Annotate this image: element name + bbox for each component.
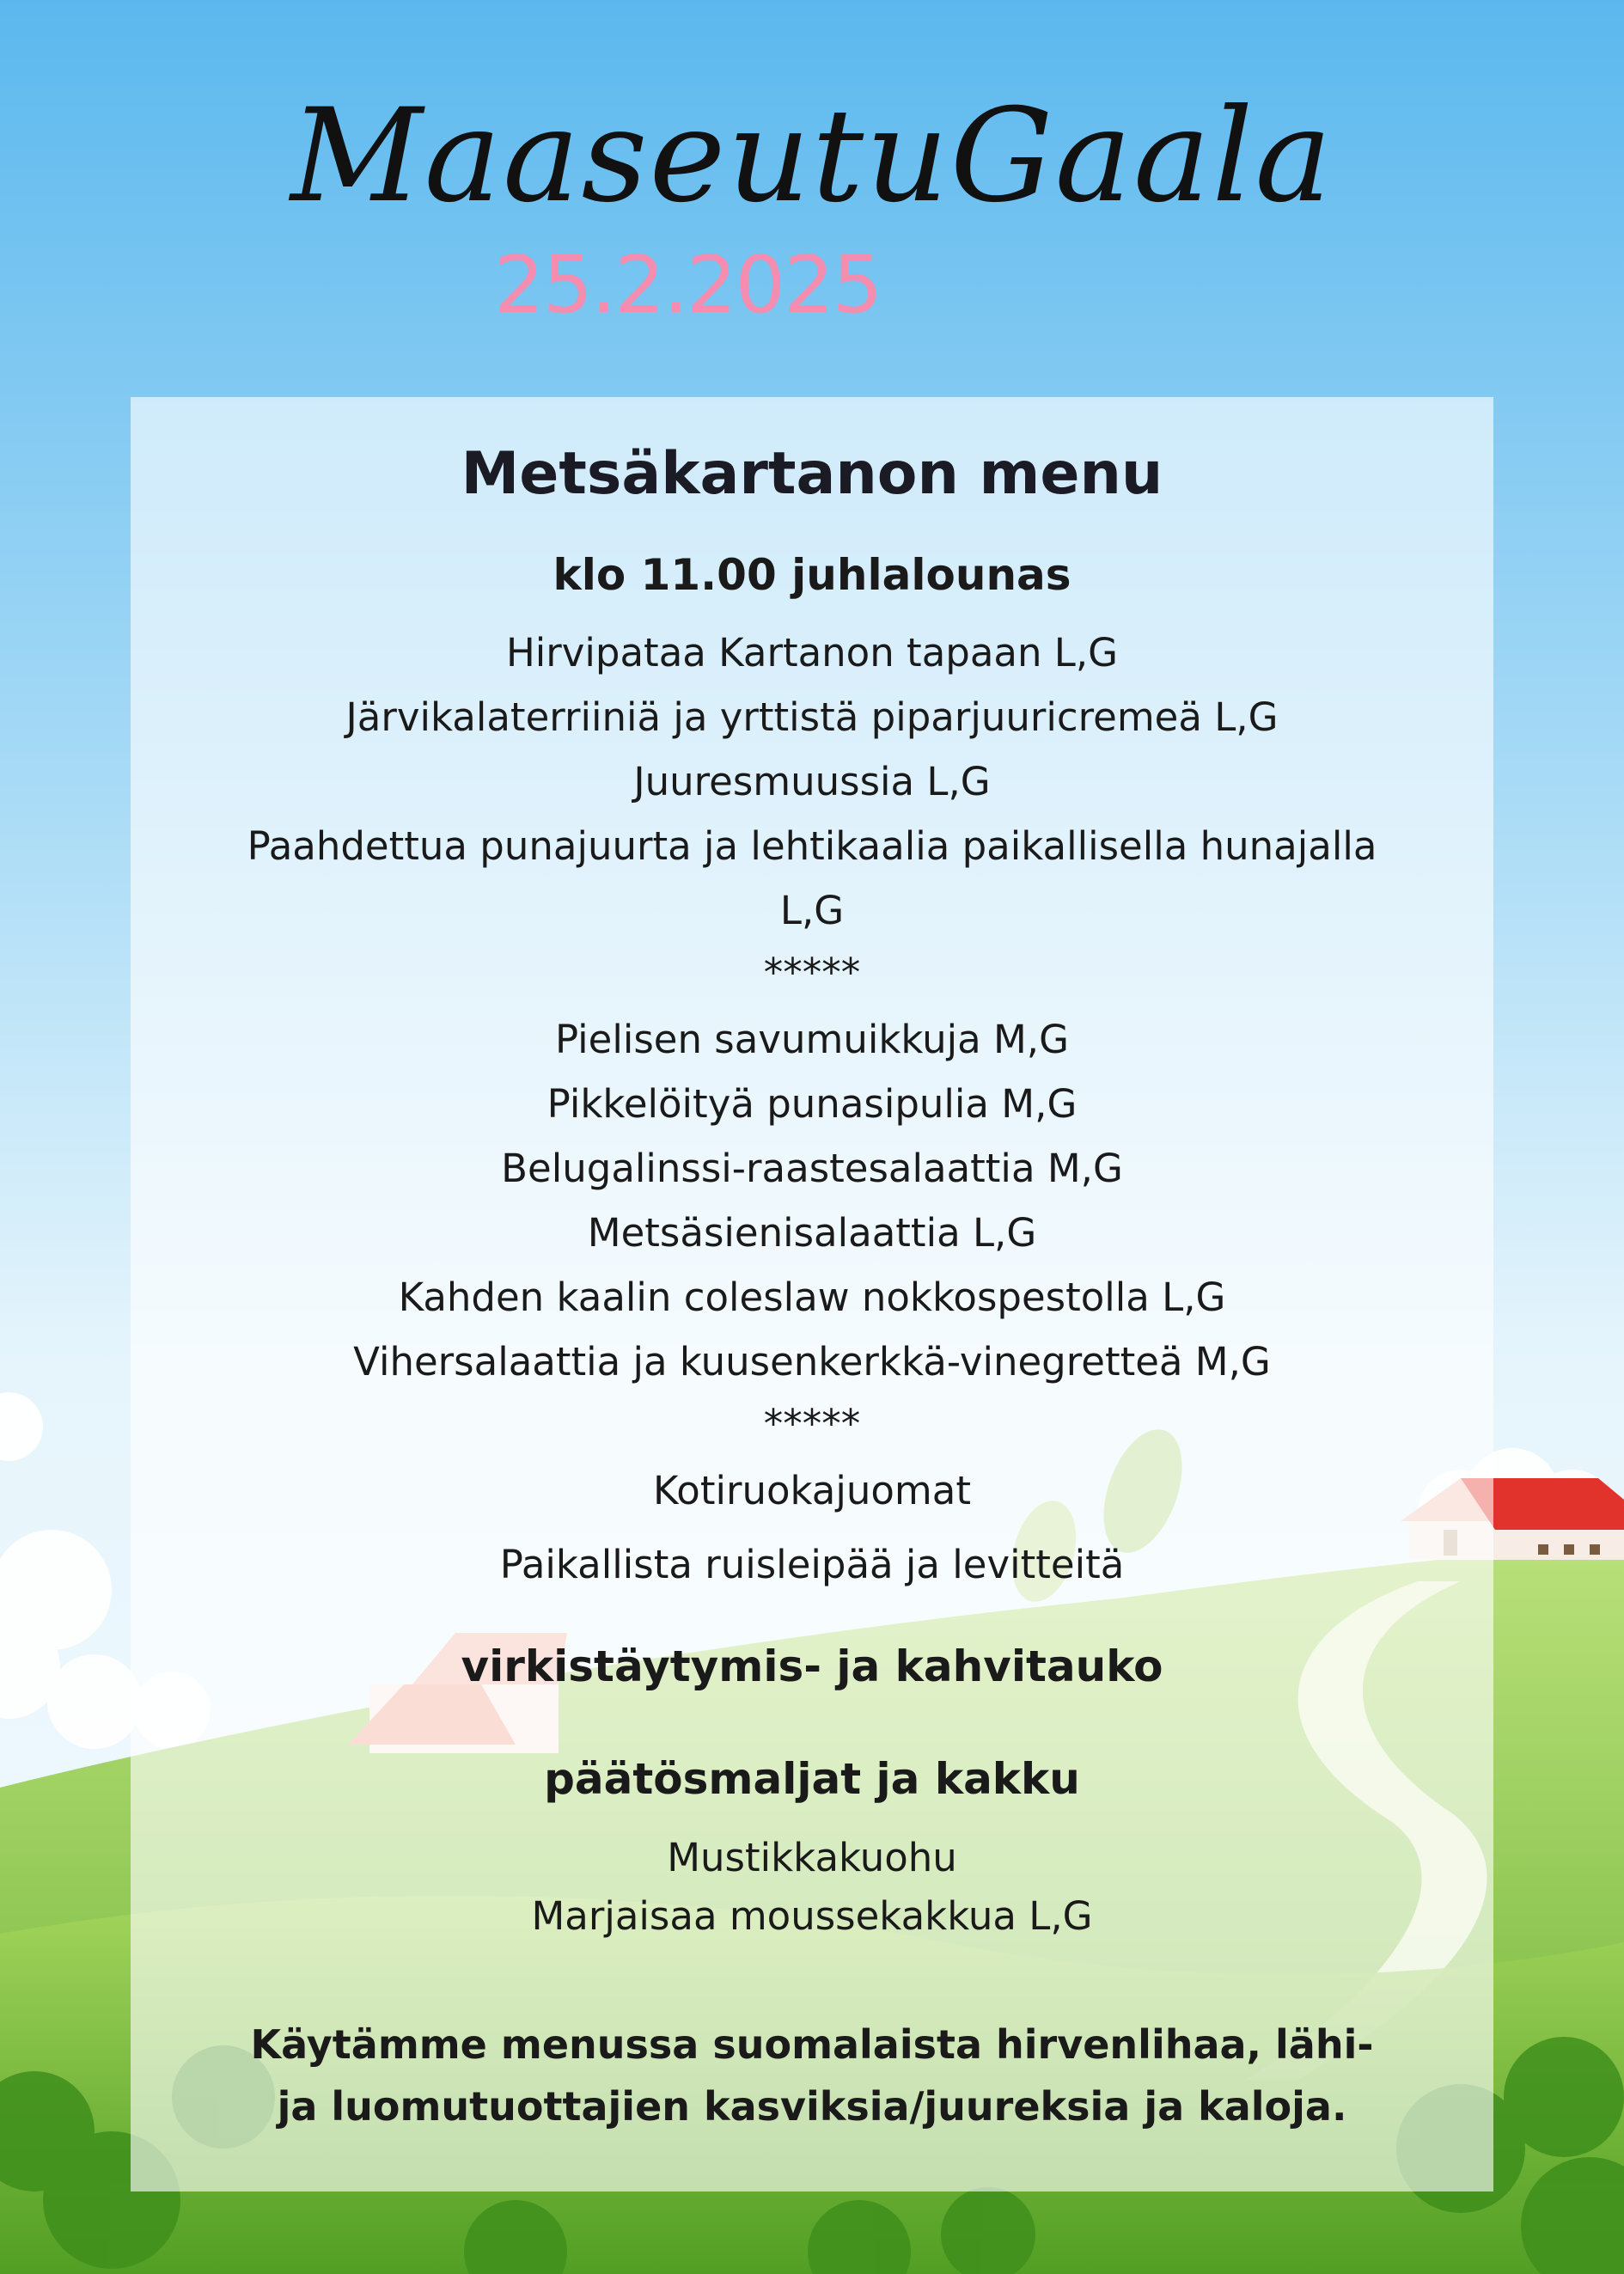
lunch-heading: klo 11.00 juhlalounas (553, 550, 1071, 600)
menu-item: Paikallista ruisleipää ja levitteitä (499, 1542, 1125, 1587)
menu-item: Kotiruokajuomat (653, 1468, 971, 1513)
separator: ***** (763, 1401, 861, 1446)
menu-item: Marjaisaa moussekakkua L,G (531, 1893, 1093, 1939)
menu-item: Vihersalaattia ja kuusenkerkkä-vinegretteä M,G (353, 1339, 1271, 1385)
menu-item: Pikkelöityä punasipulia M,G (546, 1081, 1078, 1127)
menu-item: Belugalinssi-raastesalaattia M,G (501, 1146, 1123, 1191)
menu-heading: Metsäkartanon menu (461, 440, 1163, 508)
menu-item: Metsäsienisalaattia L,G (587, 1210, 1037, 1256)
event-date: 25.2.2025 (494, 239, 882, 331)
menu-item: Järvikalaterriiniä ja yrttistä piparjuuricremeä L,G (345, 694, 1279, 740)
separator: ***** (763, 950, 861, 995)
menu-item: L,G (779, 888, 845, 933)
menu-item: Pielisen savumuikkuja M,G (555, 1017, 1069, 1062)
menu-item: Mustikkakuohu (667, 1835, 957, 1880)
menu-item: Kahden kaalin coleslaw nokkospestolla L,G (398, 1275, 1226, 1320)
toast-heading: päätösmaljat ja kakku (544, 1754, 1080, 1804)
event-title: MaaseutuGaala (290, 82, 1334, 231)
menu-item: Hirvipataa Kartanon tapaan L,G (505, 630, 1119, 675)
menu-item: Juuresmuussia L,G (633, 759, 991, 804)
coffee-heading: virkistäytymis- ja kahvitauko (461, 1641, 1163, 1691)
menu-item: Paahdettua punajuurta ja lehtikaalia paikallisella hunajalla (247, 823, 1377, 869)
footer-note: Käytämme menussa suomalaista hirvenlihaa, lähi- ja luomutuottajien kasviksia/juureksia ja kaloja. (250, 2021, 1374, 2130)
